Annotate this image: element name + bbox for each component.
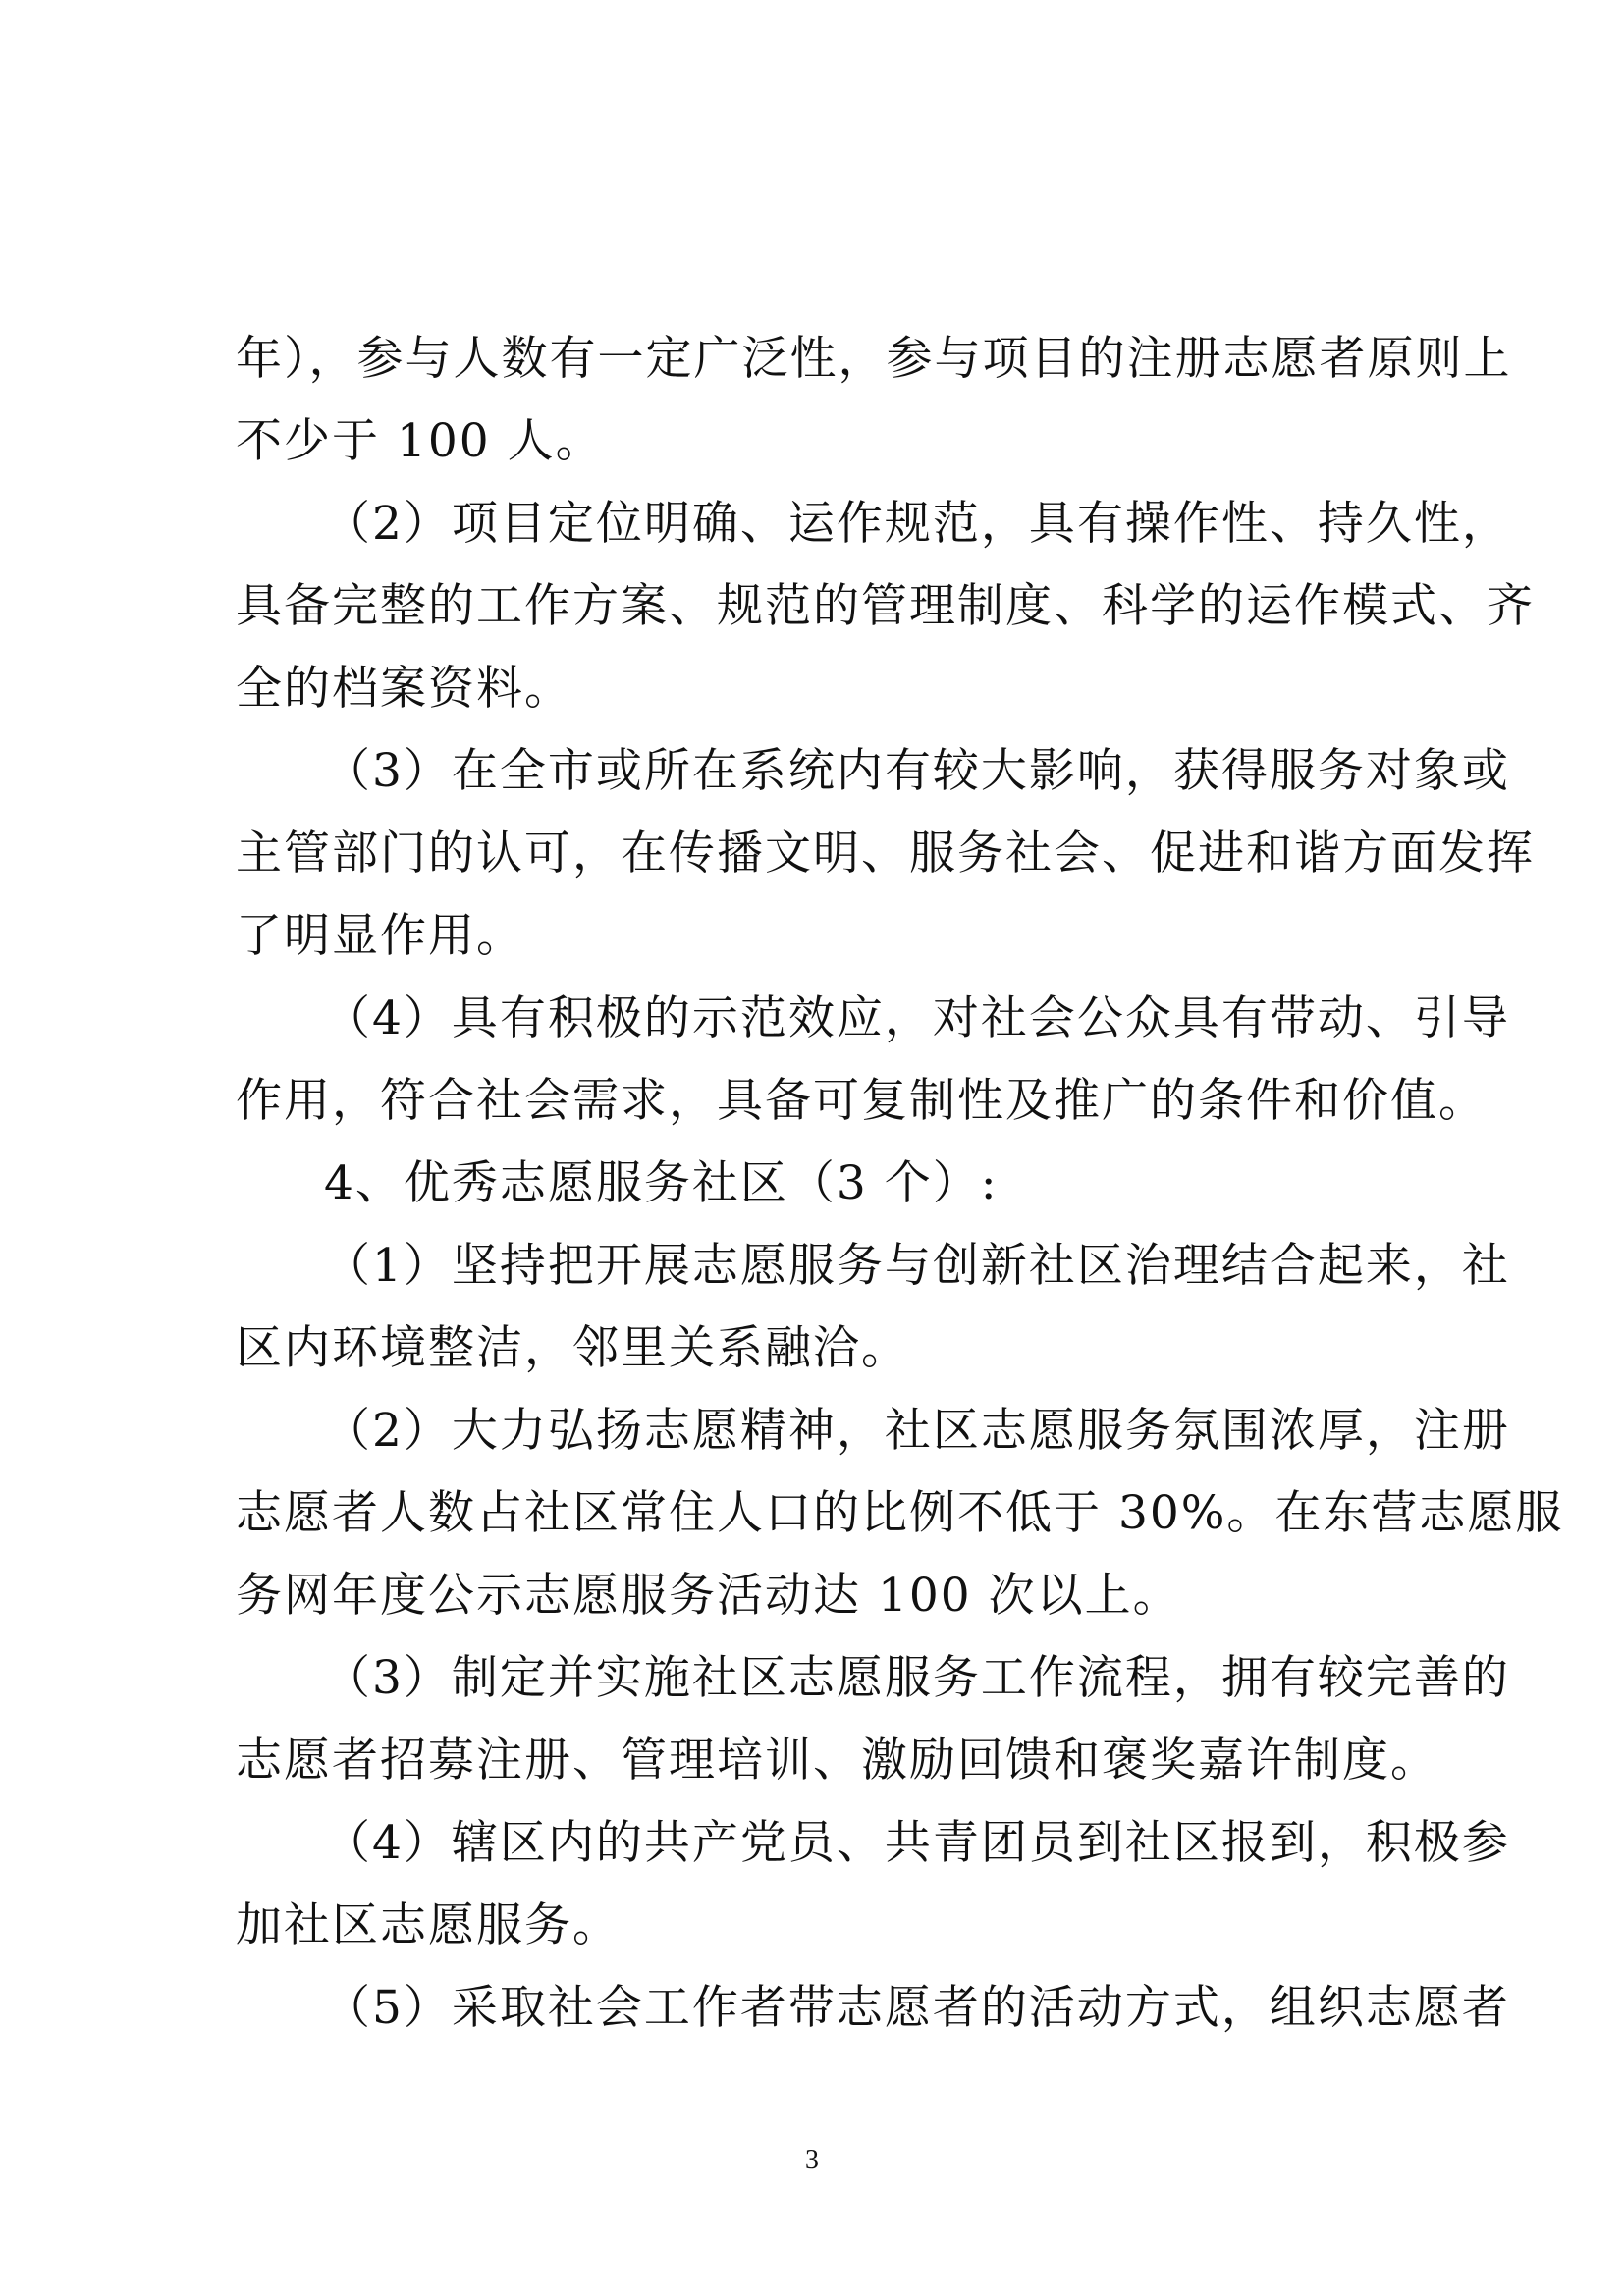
text-line: 区内环境整洁，邻里关系融洽。 bbox=[236, 1321, 909, 1375]
text-line: 了明显作用。 bbox=[236, 909, 524, 963]
text-line: 全的档案资料。 bbox=[236, 662, 572, 716]
text-line: 务网年度公示志愿服务活动达 100 次以上。 bbox=[236, 1569, 1181, 1623]
text-line: （3）在全市或所在系统内有较大影响，获得服务对象或 bbox=[324, 744, 1510, 798]
text-line: （1）坚持把开展志愿服务与创新社区治理结合起来，社 bbox=[324, 1239, 1510, 1293]
text-line: （2）大力弘扬志愿精神，社区志愿服务氛围浓厚，注册 bbox=[324, 1404, 1510, 1458]
text-line: 不少于 100 人。 bbox=[236, 414, 604, 468]
text-line: 加社区志愿服务。 bbox=[236, 1898, 621, 1952]
text-line: 主管部门的认可，在传播文明、服务社会、促进和谐方面发挥 bbox=[236, 827, 1535, 881]
text-line: 作用，符合社会需求，具备可复制性及推广的条件和价值。 bbox=[236, 1074, 1487, 1128]
section-heading: 4、优秀志愿服务社区（3 个）: bbox=[324, 1156, 999, 1210]
text-line: 具备完整的工作方案、规范的管理制度、科学的运作模式、齐 bbox=[236, 579, 1535, 633]
text-line: 年），参与人数有一定广泛性，参与项目的注册志愿者原则上 bbox=[236, 332, 1512, 386]
text-line: （2）项目定位明确、运作规范，具有操作性、持久性， bbox=[324, 497, 1510, 551]
text-line: 志愿者招募注册、管理培训、激励回馈和褒奖嘉许制度。 bbox=[236, 1734, 1438, 1788]
text-line: （5）采取社会工作者带志愿者的活动方式，组织志愿者 bbox=[324, 1981, 1510, 2035]
page-number: 3 bbox=[805, 2145, 819, 2175]
text-line: （3）制定并实施社区志愿服务工作流程，拥有较完善的 bbox=[324, 1651, 1510, 1705]
text-line: （4）辖区内的共产党员、共青团员到社区报到，积极参 bbox=[324, 1816, 1510, 1870]
text-line: （4）具有积极的示范效应，对社会公众具有带动、引导 bbox=[324, 991, 1510, 1045]
text-line: 志愿者人数占社区常住人口的比例不低于 30%。在东营志愿服 bbox=[236, 1486, 1564, 1540]
